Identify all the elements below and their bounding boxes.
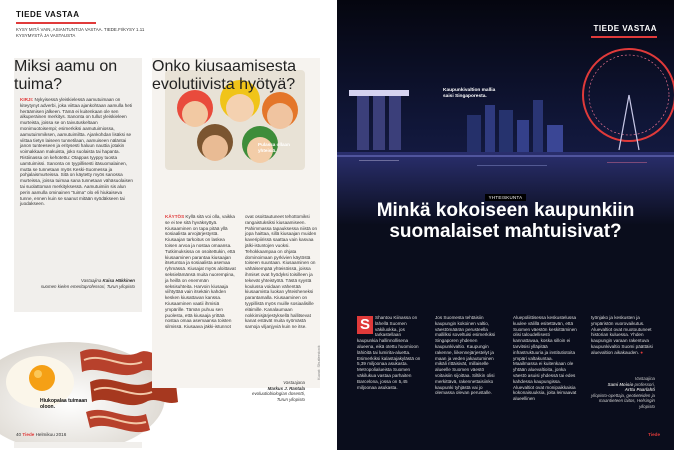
footer-brand: Tiede xyxy=(22,432,35,437)
article1-headline: Miksi aamu on tuima? xyxy=(14,58,118,93)
article2-kicker: KÄYTÖS xyxy=(165,214,185,219)
article3-credit xyxy=(591,376,655,410)
article1-kicker: KIRJI: xyxy=(20,97,34,102)
footer-issue: Helmikuu 2016 xyxy=(35,432,67,437)
article1-text: Nykyisessä yleiskielessä aamutuimaan on kiteytynyt adverbi, joka viittaa ajankohtaan aamulla heti heräämisen jälkeen. Tämä ei kuitenkaan ole sen alkuperäinen merkitys. Sanonta on tullut yleiskieleen murteista, joissa se on taivutuskeltaan monimuotoisempi; esimerkiksi aamutuimiossa, aamutuimmiksen, aamutuimiltta. Ajankohdan lisäksi se viittaa tietyn laiseen tunnetilaan, aamuiseen näläntai janon tunteeseen ja eritysesti haluun nauttia jotakin voimakkaan makuista, joko suolaista tai hapanta. Ristiinassa on kehotettu: Otappas tyyppy tuosta uamtuimissi. Sanonta on tyypillisesti itäsuomalainen, mutta se tunnetaan myös Keski-Suomessa ja pohjalaismurteissa. Sitä on käytetty myös sanossa murteissa, joissa tuimaa sana tunnetaan vähäsuolaisen tai suolattoman merkityksessä. Aamutuimiin sis alun perin aamulla ominainen "tuima" olo eli hiukaiseva tunne, ennen kuin se saanut mitään syödäkseen tai juodakseen. xyxy=(20,97,133,207)
article3-kicker: YHTEISKUNTA xyxy=(485,194,527,201)
article3-col4-text: työnjako ja keskusten ja ympäristön vuorovaikutus. Aluevaltiot ovat muotoutuneet historian kuluessa. Yhden kaupungin varaan rakentuva kaupunkivaltio Suomi päättäisi aluevaltion aikakauden. xyxy=(591,315,653,355)
article3-col4 xyxy=(591,315,655,356)
photo-credit-vertical: Kuvat: Shutterstock xyxy=(316,345,321,380)
section-title: TIEDE VASTAA xyxy=(16,10,80,19)
article2-credit-role: evoluutiobiologian dosentti, Turun yliopisto xyxy=(252,391,305,402)
article1-body xyxy=(20,97,135,207)
article3-credit-role2: yliopisto-opettaja, geotieteiden ja maantieteen laitos, Helsingin yliopisto xyxy=(591,392,655,409)
article1-credit-name: Kaisa Häkkinen xyxy=(102,278,135,283)
footer-page-number: 40 xyxy=(16,432,22,437)
article1-credit-role: suomen kielen emeritaprofessori, Turun yliopisto xyxy=(40,283,135,289)
egg-photo-caption: Hiukopalaa tuimaan oloon. xyxy=(40,398,88,410)
footer-left xyxy=(16,432,66,437)
kids-photo-caption: Pulassa ollaan yhteisiä. xyxy=(258,142,290,153)
article3-dropcap: S xyxy=(357,316,373,334)
section-subtitle: KYSY MITÄ VAIN, ASIANTUNTIJA VASTAA. TIEDE.FI/KYSY 1.11 KYSYMYSTÄ JA VASTAUSTA xyxy=(16,27,145,38)
end-mark: ● xyxy=(640,349,644,355)
article2-credit-label: Vastaajana xyxy=(283,380,305,385)
article3-col3: Aluepoliittisessa keskustelussa kuulee välillä esitettävän, että Suomen väestön keskittäminen olisi taloudellisesti kannattavaa, koska silloin ei tarvitsisi ylläpitää infrastruktuuria ja institutiotoita ympäri valtakuntaa. Maailmassa ei kuitenkaan ole yhtään aluevaltioita, jonka väestö asuisi yhdessä tai edes kahdessa kaupungissa. Aluevaltiot ovat monipaikkaisia kokonaisuuksia, joita leimaavat alueellinen xyxy=(513,315,577,402)
article2-credit xyxy=(245,380,305,402)
article2-text-a: Kyllä sitä voi olla, vaikka se ei tee sitä hyväksyttyä. Kiusaaminen on tapa pitää yllä sosiaalista arvojärjestystä. Kiusaajan tarkoitus on laskea toisen arvoa ja nostaa omaansa. Tutkimuksissa on osoitettukin, että kiusaaminen parantaa kiusaajan itsetuntoa ja sosiaalista asemaa ryhmässä. Kiusajat myös aloittavat seksielämänsä muita nuorempina, ja heillä on enemmän seksisuhteita. Harvoin kiusaaja viihtyttää vain itsekäin kahden kesken kiusattavan kanssa. Kiusaaminen vaatii ihmisiä ympärille. Tämän puhuu sen puolesta, että kiusaaja yrittää nostaa omaa asemaansa toisten silmissä. Kiusaava jäkki-istunnot xyxy=(165,214,236,330)
article3-credit-name2: Arttu Paarlahti xyxy=(624,387,655,393)
right-section-rule xyxy=(591,36,657,38)
article2-body-a xyxy=(165,214,237,330)
section-rule xyxy=(16,22,96,24)
article3-col1 xyxy=(357,315,421,390)
article2-body-b: ovat osoittautuneet tehottomiksi rangaistuksiksi kiusaamiseen. Pahimmassa tapauksessa niistä on jopa haittaa, sillä kiusaajan muiden kaveripiirissä saattaa vain kasvaa jälki-istuntojen vuoksi. Tehokkaampaa on ohjata dominoimaan pyrkivien käytöstä toiseen suuntaan. Kiusaaminen on vähäisempää yhteisöissä, joissa ihmiset ovat hyödyksi toisilleen ja tekevät yhteistyötä. Tästä syystä koulussa voidaan vähentää kiusaamista luokan yhteisheneksi parantamalla. Kiusaaminen on tyypillistä myös muille sosiaalisille eläimille. Kanalaumaan nokkimisjärjestyksellä hallitsevat kanat estävät muita syömästä samoja viljanjyviä kuin ne itse. xyxy=(245,214,318,330)
footer-right-brand: Tiede xyxy=(648,432,660,437)
article3-credit-role1: professori, xyxy=(634,381,655,387)
article3-col2: Jos Suomesta tehtäisiin kaupungin kokoinen valtio, väestömäärän perusteella mallilksi soveltuisi esimerkiksi Singaporen yhdenen kaupunkivaltio. Kaupungin rakenne, liikennejärjestelyt ja maan ja veden jakautuminen mikäli rittäisivät, millaiselle alueelle Suomen väestö voitaisiin sijoittaa. Siltikin olisi merkittävä, rakennettaisiinko kaupunki tyhjästä vai jo olemassa olevan perustalle. xyxy=(435,315,496,396)
city-photo-caption: Kaupunkivaltion mallia saisi Singaporesta. xyxy=(443,88,496,99)
right-page xyxy=(337,0,674,450)
article1-credit xyxy=(20,278,135,289)
article1-credit-label: Vastaajina xyxy=(80,278,102,283)
article3-col1-text: Shantou Kiinassa on lähellä Suomen väkiluokka, jos tarkastellaan kaupunkia hallinnollisena alueena, eikä otettu huomioon lähiöitä tai lumirita-aluetta. Esimerkiksi kalastajakylästä on 5,39 miljoonaa asukasta. Metropolialueista Suomen väkilukua vastaa parhaiten Barcelona, jossa on 5,45 miljoonaa asukasta. xyxy=(357,315,421,390)
article2-credit-name: Markus J. Rantala xyxy=(267,385,305,391)
article3-credit-name1: Sami Moisio xyxy=(607,381,634,387)
article3-credit-label: Vastaajina xyxy=(634,376,655,381)
article2-headline: Onko kiusaamisesta evolutiivista hyötyä? xyxy=(152,58,297,93)
article3-headline: Minkä kokoiseen kaupunkiin suomalaiset mahtuisivat? xyxy=(376,200,635,242)
right-section-title: TIEDE VASTAA xyxy=(593,24,657,33)
